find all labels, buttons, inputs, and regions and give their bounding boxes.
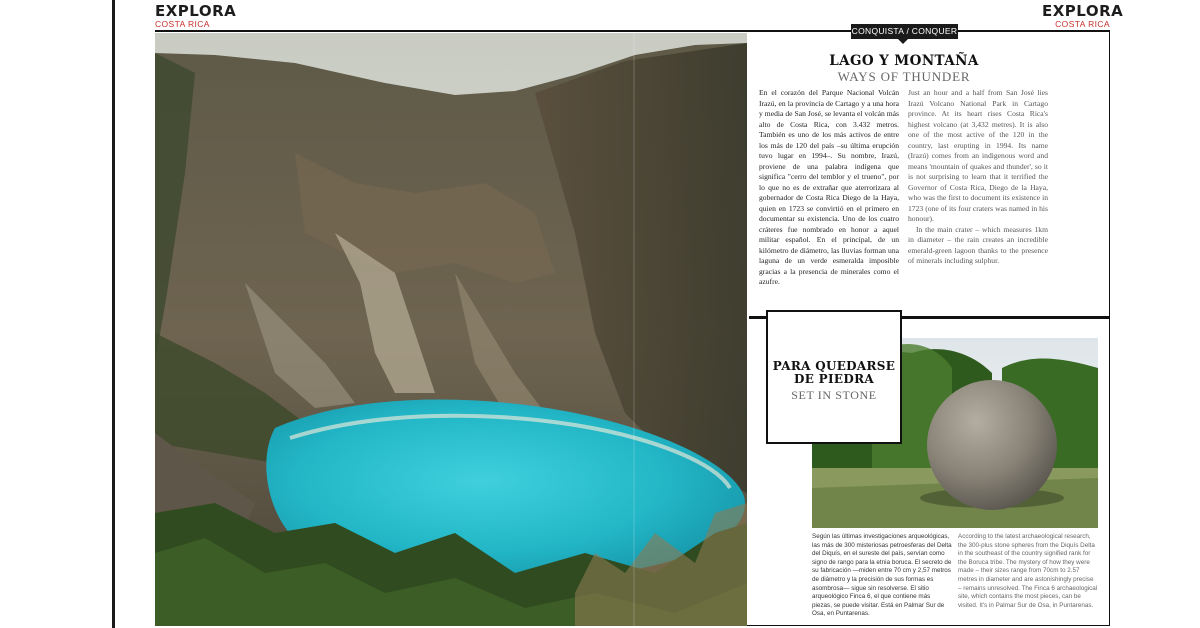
top-rule xyxy=(155,30,1110,32)
article-title: LAGO Y MONTAÑA xyxy=(829,53,979,69)
page-binding-edge xyxy=(112,0,115,628)
spanish-paragraph: En el corazón del Parque Nacional Volcán Irazú, en la provincia de Cartago y a una hora y media de San José, se levanta el volcán más alto de Costa Rica, con 3.432 metros. También es uno de los más activos de entre los más de 120 del país –su última erupción tuvo lugar en 1994–. Su nombre, Irazú, proviene de una palabra indígena que significa "cerro del temblor y el trueno", por lo que no es de extrañar que aterrorizara al gobernador de Costa Rica Diego de la Haya, quien en 1723 se convirtió en el primero en documentar su existencia. Uno de los cuatro cráteres fue nombrado en honor a aquel militar español. En el principal, de un kilómetro de diámetro, las lluvias forman una laguna de un verde esmeralda imposible gracias a la presencia de minerales como el azufre. xyxy=(759,88,899,286)
article-spanish-column xyxy=(759,88,899,288)
right-page-rule xyxy=(1109,32,1110,626)
magazine-section-title: EXPLORA xyxy=(1042,2,1124,20)
magazine-section-title: EXPLORA xyxy=(155,2,237,20)
sidebar-subtitle: SET IN STONE xyxy=(791,388,877,402)
english-paragraph-1: Just an hour and a half from San José lies Irazú Volcano National Park in Cartago province. At its heart rises Costa Rica's highest volcano (at 3,432 metres). It is also one of the most active of the 120 in the country, last erupting in 1994. Its name (Irazú) comes from an indigenous word and means 'mountain of quakes and thunder', so it is not surprising to learn that it terrified the Governor of Costa Rica, Diego de la Haya, who was the first to document its existence in 1723 (one of its four craters was named in his honour). xyxy=(908,88,1048,223)
article-english-column xyxy=(908,88,1048,267)
header-left xyxy=(155,4,236,29)
section-tag: CONQUISTA / CONQUER xyxy=(851,24,958,39)
magazine-section-subtitle: COSTA RICA xyxy=(1055,19,1110,29)
english-paragraph-2: In the main crater – which measures 1km in diameter – the rain creates an incredible emerald-green lagoon thanks to the presence of minerals including sulphur. xyxy=(908,224,1048,265)
sidebar-english-text: According to the latest archaeological research, the 300-plus stone spheres from the Diquís Delta in the southeast of the country signified rank for the Boruca tribe. The mystery of how they were made – their sizes range from 70cm to 2.57 metres in diameter and are astonishingly precise – remains unresolved. The Finca 6 archaeological site, which contains the most pieces, can be visited. It's in Palmar Sur de Osa, in Puntarenas. xyxy=(958,533,1098,609)
sidebar-title-box xyxy=(766,310,902,444)
sidebar-title: PARA QUEDARSE DE PIEDRA xyxy=(772,359,896,386)
article-subtitle: WAYS OF THUNDER xyxy=(837,69,971,84)
magazine-section-subtitle: COSTA RICA xyxy=(155,19,210,29)
volcano-crater-photo xyxy=(155,33,747,626)
header-right xyxy=(1042,2,1124,29)
section-tag-pointer xyxy=(898,39,908,44)
sidebar-spanish-text: Según las últimas investigaciones arqueológicas, las más de 300 misteriosas petroesferas del Delta del Diquís, en el sureste del país, servían como signo de rango para la etnia boruca. El secreto de su fabricación —miden entre 70 cm y 2,57 metros de diámetro y la precisión de sus formas es asombrosa— sigue sin resolverse. El sitio arqueológico Finca 6, el que contiene más piezas, se puede visitar. Está en Palmar Sur de Osa, en Puntarenas. xyxy=(812,533,952,618)
